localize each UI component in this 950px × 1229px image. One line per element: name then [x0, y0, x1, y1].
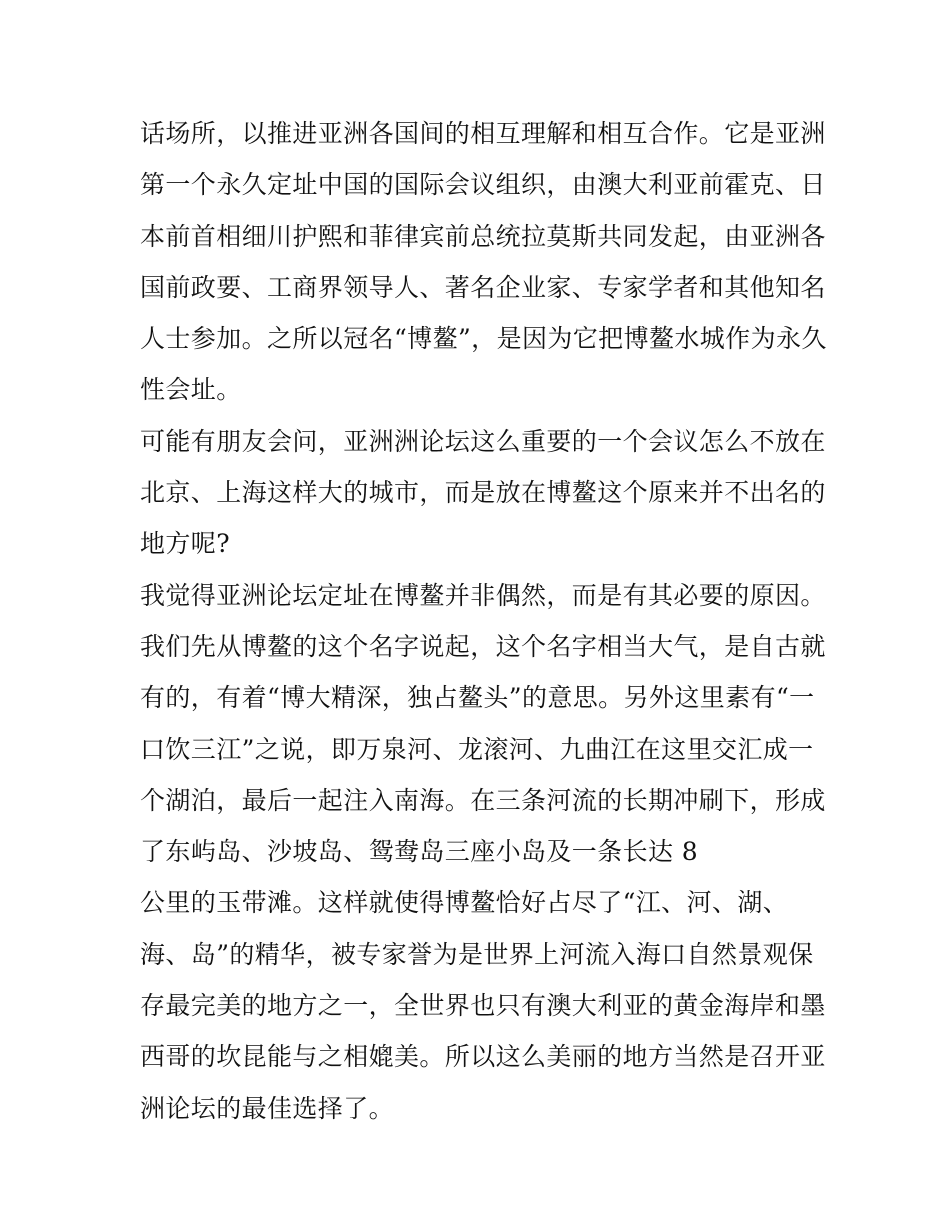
- text-line: 我觉得亚洲论坛定址在博鳌并非偶然，而是有其必要的原因。: [140, 580, 826, 610]
- text-line: 口饮三江”之说，即万泉河、龙滚河、九曲江在这里交汇成一: [140, 734, 814, 764]
- text-line: 北京、上海这样大的城市，而是放在博鳌这个原来并不出名的: [140, 478, 826, 508]
- text-line: 洲论坛的最佳选择了。: [140, 1093, 395, 1123]
- text-line: 西哥的坎昆能与之相媲美。所以这么美丽的地方当然是召开亚: [140, 1042, 826, 1072]
- text-line: 个湖泊，最后一起注入南海。在三条河流的长期冲刷下，形成: [140, 785, 826, 815]
- text-line: 公里的玉带滩。这样就使得博鳌恰好占尽了“江、河、湖、: [140, 888, 789, 918]
- text-line: 了东屿岛、沙坡岛、鸳鸯岛三座小岛及一条长达 8: [140, 837, 699, 867]
- text-line: 可能有朋友会问，亚洲洲论坛这么重要的一个会议怎么不放在: [140, 426, 826, 456]
- text-line: 海、岛”的精华，被专家誉为是世界上河流入海口自然景观保: [140, 939, 814, 969]
- text-line: 有的，有着“博大精深，独占鳌头”的意思。另外这里素有“一: [140, 683, 815, 713]
- text-line: 话场所，以推进亚洲各国间的相互理解和相互合作。它是亚洲: [140, 119, 826, 148]
- text-line: 本前首相细川护熙和菲律宾前总统拉莫斯共同发起，由亚洲各: [140, 221, 826, 251]
- text-line: 我们先从博鳌的这个名字说起，这个名字相当大气，是自古就: [140, 631, 826, 661]
- text-line: 性会址。: [140, 375, 242, 405]
- text-line: 存最完美的地方之一，全世界也只有澳大利亚的黄金海岸和墨: [140, 991, 826, 1021]
- text-line: 人士参加。之所以冠名“博鳌”，是因为它把博鳌水城作为永久: [140, 324, 827, 354]
- text-line: 国前政要、工商界领导人、著名企业家、专家学者和其他知名: [140, 272, 826, 302]
- body-text: [140, 108, 830, 1134]
- text-line: 第一个永久定址中国的国际会议组织，由澳大利亚前霍克、日: [140, 170, 826, 200]
- text-line: 地方呢?: [140, 529, 231, 559]
